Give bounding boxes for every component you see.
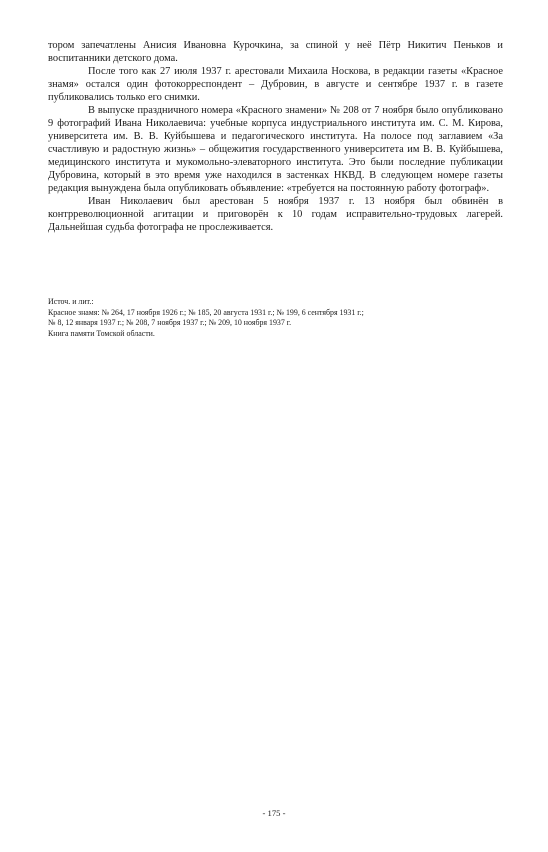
sources-heading: Источ. и лит.: — [48, 297, 94, 306]
source-line: № 8, 12 января 1937 г.; № 208, 7 ноября 1937 г.; № 209, 10 ноября 1937 г. — [48, 318, 292, 327]
page-number: - 175 - — [262, 808, 286, 818]
source-line: Книга памяти Томской области. — [48, 328, 155, 338]
paragraph-dubrovin-arrest: Иван Николаевич был арестован 5 ноября 1937 г. 13 ноября был обвинён в контрреволюционной агитации и приговорён к 10 годам исправительно-трудовых лагерей. Дальнейшая судьба фотографа не прослеживается. — [48, 196, 503, 233]
paragraph-holiday-issue: В выпуске праздничного номера «Красного знамени» № 208 от 7 ноября было опубликовано 9 фотографий Ивана Николаевича: учебные корпуса индустриального института им. С. М. Кирова, университета им. В. В. Куйбышева и педагогического института. На полосе под заглавием «За счастливую и радостную жизнь» – общежития государственного университета им В. В. Куйбышева, медицинского института и мукомольно-элеваторного института. Это были последние публикации Дубровина, который в это время уже находился в застенках НКВД. В следующем номере газеты редакция вынуждена была опубликовать объявление: «требуется на постоянную работу фотограф». — [48, 105, 503, 194]
paragraph-continuation: тором запечатлены Анисия Ивановна Курочкина, за спиной у неё Пётр Никитич Пеньков и воспитанники детского дома. — [48, 40, 503, 64]
paragraph-noskov-arrest: После того как 27 июля 1937 г. арестовали Михаила Носкова, в редакции газеты «Красное знамя» остался один фотокорреспондент – Дубровин, в августе и сентябре 1937 г. в газете публиковались только его снимки. — [48, 66, 503, 103]
main-text — [48, 39, 503, 234]
sources-section — [48, 297, 503, 339]
source-line: Красное знамя: № 264, 17 ноября 1926 г.; № 185, 20 августа 1931 г.; № 199, 6 сентября 1931 г.; — [48, 307, 364, 317]
